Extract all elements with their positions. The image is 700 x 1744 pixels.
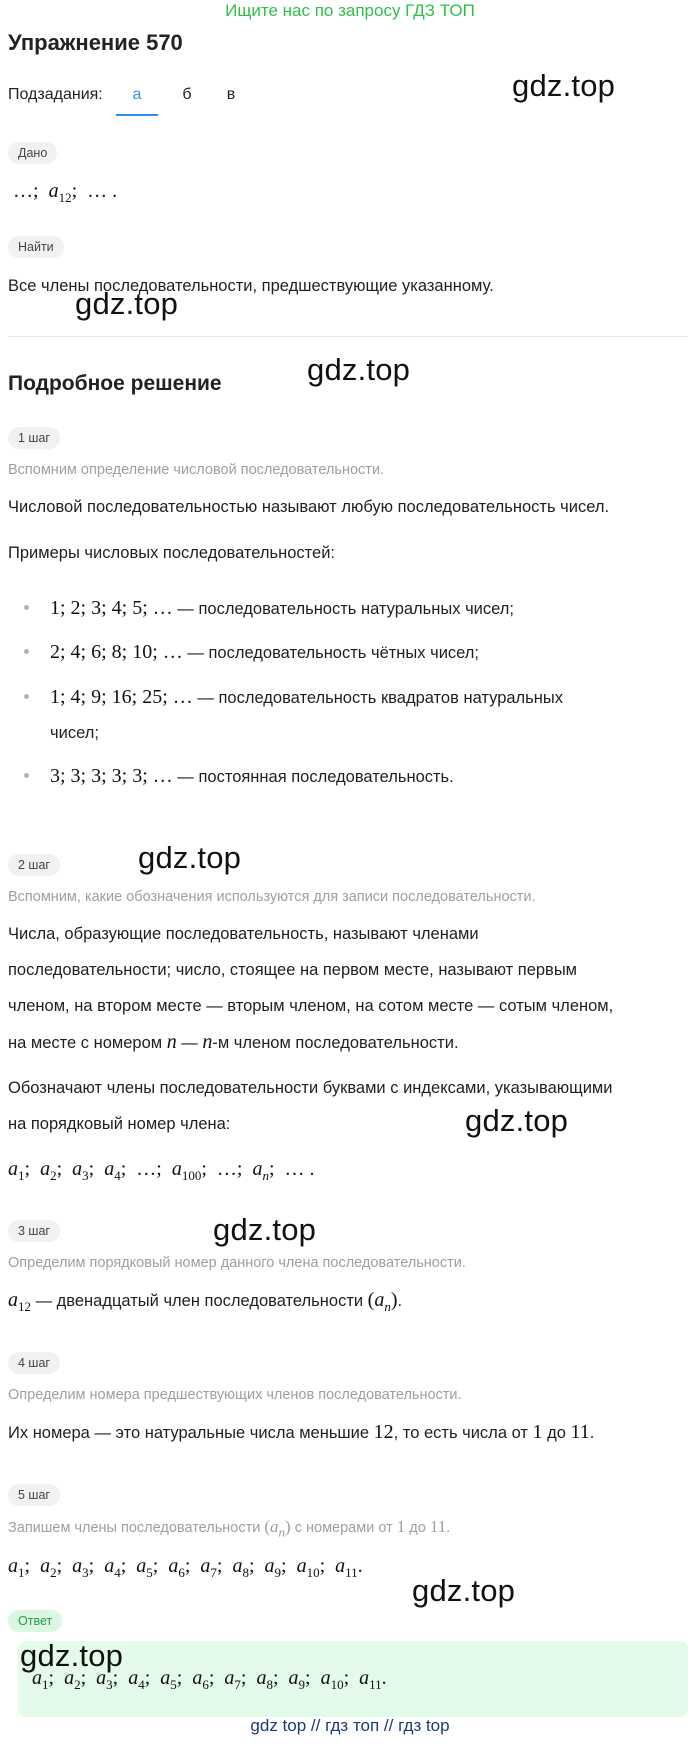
sequence-formula: 2; 4; 6; 8; 10; … xyxy=(50,641,183,663)
step-text: $a_{12}$ — двенадцатый член последовательности $(a_n)$. xyxy=(8,1289,403,1314)
given-formula: …; $a_{12}$; … . xyxy=(13,180,118,205)
step-text: Их номера — это натуральные числа меньшие 12, то есть числа от 1 до 11. xyxy=(8,1421,595,1443)
sequence-description: — последовательность натуральных чисел; xyxy=(172,600,514,618)
watermark: gdz.top xyxy=(412,1573,516,1608)
step-text: последовательности; число, стоящее на первом месте, называют первым xyxy=(8,961,578,979)
subtasks-selector xyxy=(8,84,408,116)
watermark: gdz.top xyxy=(20,1638,124,1673)
step-text: Примеры числовых последовательностей: xyxy=(8,544,336,562)
sequence-description: — последовательность чётных чисел; xyxy=(182,644,480,662)
page-title: Упражнение 570 xyxy=(8,30,183,55)
sequence-formula: 1; 2; 3; 4; 5; … xyxy=(50,597,173,619)
step-badge: 2 шаг xyxy=(8,854,60,876)
sequence-description: чисел; xyxy=(50,724,99,742)
solution-title: Подробное решение xyxy=(8,372,222,395)
promo-banner: Ищите нас по запросу ГДЗ ТОП xyxy=(225,1,475,20)
step-badge: 3 шаг xyxy=(8,1220,60,1242)
tab-b[interactable]: б xyxy=(182,86,192,103)
result-formula: $a_1$; $a_2$; $a_3$; $a_4$; $a_5$; $a_6$; $a_7$; $a_8$; $a_9$; $a_{10}$; $a_{11}$. xyxy=(8,1555,363,1580)
watermark: gdz.top xyxy=(138,840,242,875)
find-text: Все члены последовательности, предшествующие указанному. xyxy=(8,277,494,295)
watermark: gdz.top xyxy=(307,352,411,387)
step-badge: 5 шаг xyxy=(8,1484,60,1506)
bullet-icon xyxy=(24,773,29,778)
find-badge: Найти xyxy=(8,236,64,258)
tab-v[interactable]: в xyxy=(226,86,236,103)
watermark: gdz.top xyxy=(512,68,616,103)
bullet-icon xyxy=(24,649,29,654)
bullet-icon xyxy=(24,605,29,610)
given-badge: Дано xyxy=(8,142,57,164)
step-hint: Запишем члены последовательности $(a_n)$ с номерами от 1 до 11. xyxy=(8,1517,451,1540)
subtasks-label: Подзадания: xyxy=(8,86,103,103)
watermark: gdz.top xyxy=(465,1103,569,1138)
step-text: на месте с номером n — n-м членом последовательности. xyxy=(8,1031,459,1053)
sequence-description: — последовательность квадратов натуральных xyxy=(192,689,563,707)
step-text: Числовой последовательностью называют любую последовательность чисел. xyxy=(8,498,610,516)
divider xyxy=(8,336,688,337)
sequence-description: — постоянная последовательность. xyxy=(172,768,454,786)
step-text: Обозначают члены последовательности буквами с индексами, указывающими xyxy=(8,1079,613,1097)
step-hint: Вспомним определение числовой последовательности. xyxy=(8,462,385,478)
step-badge: 1 шаг xyxy=(8,427,60,449)
step-text: членом, на втором месте — вторым членом, на сотом месте — сотым членом, xyxy=(8,997,614,1015)
step-text: на порядковый номер члена: xyxy=(8,1115,231,1133)
tab-a[interactable]: а xyxy=(116,84,158,116)
step-hint: Определим номера предшествующих членов последовательности. xyxy=(8,1387,462,1403)
step-text: Числа, образующие последовательность, называют членами xyxy=(8,925,479,943)
footer-links[interactable]: gdz top // гдз топ // гдз top xyxy=(250,1716,450,1735)
answer-formula: $a_1$; $a_2$; $a_3$; $a_4$; $a_5$; $a_6$; $a_7$; $a_8$; $a_9$; $a_{10}$; $a_{11}$. xyxy=(32,1667,387,1692)
sequence-formula: 3; 3; 3; 3; 3; … xyxy=(50,765,173,787)
step-badge: 4 шаг xyxy=(8,1352,60,1374)
sequence-formula: 1; 4; 9; 16; 25; … xyxy=(50,686,193,708)
watermark: gdz.top xyxy=(75,286,179,321)
step-hint: Определим порядковый номер данного члена последовательности. xyxy=(8,1255,466,1271)
bullet-icon xyxy=(24,694,29,699)
answer-badge: Ответ xyxy=(8,1610,62,1632)
step-hint: Вспомним, какие обозначения используются для записи последовательности. xyxy=(8,889,536,905)
notation-formula: $a_1$; $a_2$; $a_3$; $a_4$; …; $a_{100}$; …; $a_n$; … . xyxy=(8,1158,315,1183)
watermark: gdz.top xyxy=(213,1212,317,1247)
